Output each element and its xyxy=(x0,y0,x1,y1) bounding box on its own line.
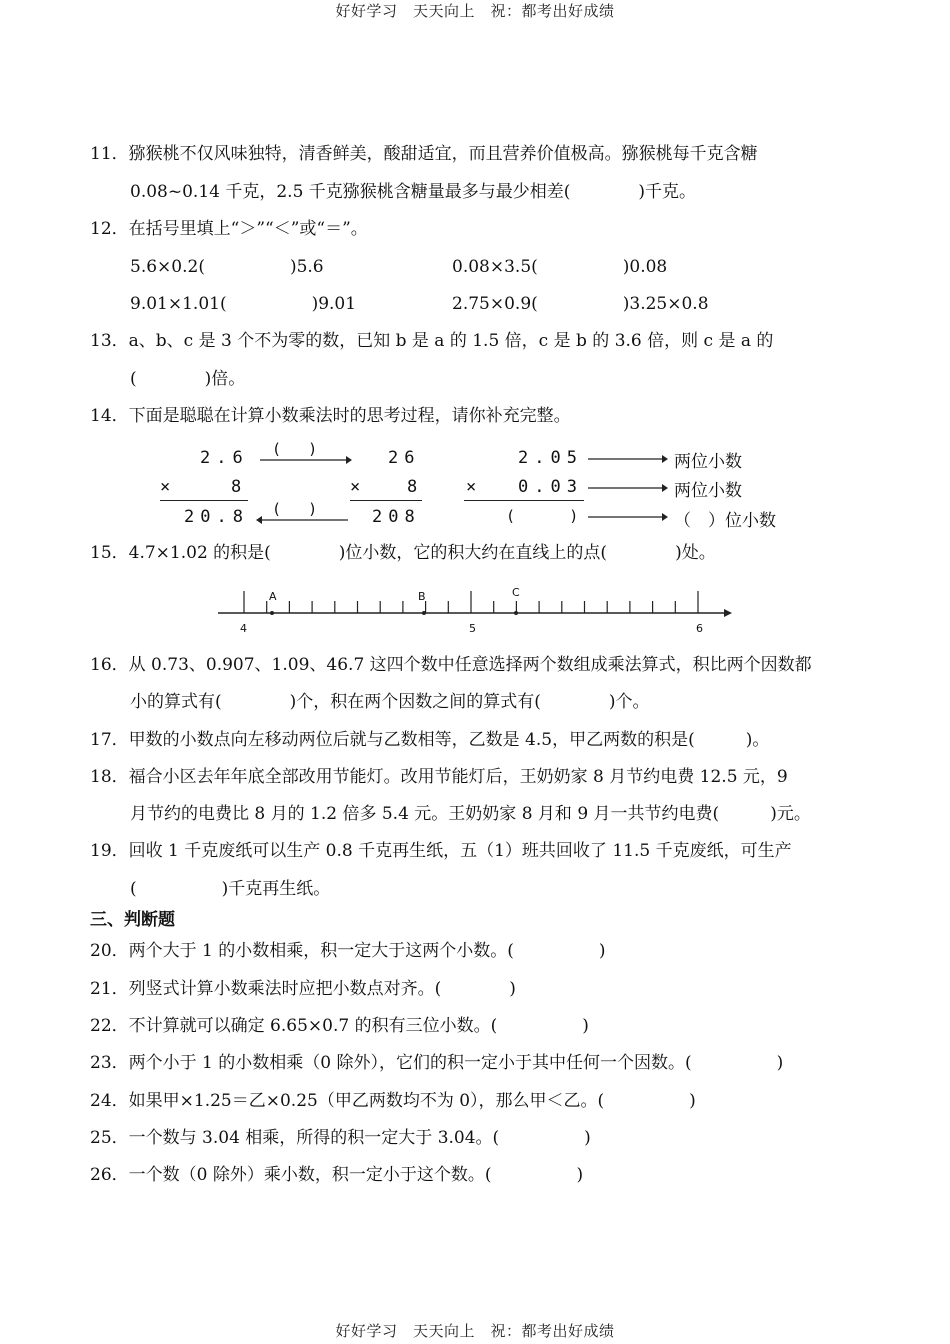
arrow-right-icon xyxy=(588,482,668,494)
q14-mid-rule xyxy=(350,500,422,501)
q14-left-b: 8 xyxy=(231,477,242,497)
q14-label3: （ ）位小数 xyxy=(674,511,776,531)
q20: 20．两个大于 1 的小数相乘，积一定大于这两个小数。( ) xyxy=(90,941,606,961)
point-a-label: A xyxy=(269,590,277,603)
q23: 23．两个小于 1 的小数相乘（0 除外），它们的积一定小于其中任何一个因数。( ) xyxy=(90,1053,784,1073)
q14-arrow-top-label: ( ) xyxy=(272,440,318,458)
q14-mid-b: 8 xyxy=(407,477,418,497)
arrow-right-icon xyxy=(588,453,668,465)
q11-line1: 11．猕猴桃不仅风味独特，清香鲜美，酸甜适宜，而且营养价值极高。猕猴桃每千克含糖 xyxy=(90,144,758,164)
q14-left-times: × xyxy=(160,477,171,497)
tick-label-5: 5 xyxy=(469,622,476,635)
arrow-right-icon xyxy=(588,511,668,523)
q24: 24．如果甲×1.25＝乙×0.25（甲乙两数均不为 0），那么甲＜乙。( ) xyxy=(90,1091,696,1111)
tick-label-6: 6 xyxy=(696,622,703,635)
point-b-label: B xyxy=(418,590,426,603)
page-footer: 好好学习 天天向上 祝：都考出好成绩 xyxy=(335,1322,615,1340)
q12-d: 2.75×0.9( )3.25×0.8 xyxy=(452,294,709,314)
q14-left-rule xyxy=(160,500,248,501)
arrow-left-icon xyxy=(256,514,348,526)
q11-line2: 0.08~0.14 千克，2.5 千克猕猴桃含糖量最多与最少相差( )千克。 xyxy=(130,182,697,202)
q19-line2: ( )千克再生纸。 xyxy=(130,879,331,899)
q14-label2: 两位小数 xyxy=(674,481,742,501)
point-c-dot xyxy=(514,611,518,615)
q12-c: 9.01×1.01( )9.01 xyxy=(130,294,357,314)
q12-b: 0.08×3.5( )0.08 xyxy=(452,257,668,277)
q26: 26．一个数（0 除外）乘小数，积一定小于这个数。( ) xyxy=(90,1165,584,1185)
q12-line1: 12．在括号里填上“＞”“＜”或“＝”。 xyxy=(90,219,368,239)
q14-right-b: 0.03 xyxy=(518,477,583,497)
q12-a: 5.6×0.2( )5.6 xyxy=(130,257,324,277)
q13-line2: ( )倍。 xyxy=(130,369,246,389)
q14-mid-product: 208 xyxy=(372,507,421,527)
arrow-right-icon xyxy=(260,454,352,466)
q18-line1: 18．福合小区去年年底全部改用节能灯。改用节能灯后，王奶奶家 8 月节约电费 12.5 元，9 xyxy=(90,767,788,787)
tick-label-4: 4 xyxy=(240,622,247,635)
page-header: 好好学习 天天向上 祝：都考出好成绩 xyxy=(335,2,615,20)
q14-mid-times: × xyxy=(350,477,361,497)
q14-line1: 14．下面是聪聪在计算小数乘法时的思考过程，请你补充完整。 xyxy=(90,406,571,426)
point-a-dot xyxy=(270,611,274,615)
q14-right-times: × xyxy=(466,477,477,497)
q22: 22．不计算就可以确定 6.65×0.7 的积有三位小数。( ) xyxy=(90,1016,589,1036)
q19-line1: 19．回收 1 千克废纸可以生产 0.8 千克再生纸，五（1）班共回收了 11.5 千克废纸，可生产 xyxy=(90,841,792,861)
section-3-title: 三、判断题 xyxy=(90,910,175,930)
q14-left-a: 2.6 xyxy=(200,448,249,468)
q14-arrow-bottom-label: ( ) xyxy=(272,500,318,518)
q14-mid-a: 26 xyxy=(388,448,421,468)
q17-line1: 17．甲数的小数点向左移动两位后就与乙数相等，乙数是 4.5，甲乙两数的积是( )。 xyxy=(90,730,770,750)
q21: 21．列竖式计算小数乘法时应把小数点对齐。( ) xyxy=(90,979,516,999)
q14-right-a: 2.05 xyxy=(518,448,583,468)
q14-right-rule xyxy=(464,500,584,501)
q16-line1: 16．从 0.73、0.907、1.09、46.7 这四个数中任意选择两个数组成乘法算式，积比两个因数都 xyxy=(90,655,812,675)
point-c-label: C xyxy=(512,586,520,599)
q14-label1: 两位小数 xyxy=(674,452,742,472)
q15-line1: 15．4.7×1.02 的积是( )位小数，它的积大约在直线上的点( )处。 xyxy=(90,543,716,563)
q14-right-product: ( ) xyxy=(506,507,579,525)
q13-line1: 13．a、b、c 是 3 个不为零的数，已知 b 是 a 的 1.5 倍，c 是 b 的 3.6 倍，则 c 是 a 的 xyxy=(90,331,774,351)
q25: 25．一个数与 3.04 相乘，所得的积一定大于 3.04。( ) xyxy=(90,1128,591,1148)
q16-line2: 小的算式有( )个，积在两个因数之间的算式有( )个。 xyxy=(130,692,650,712)
point-b-dot xyxy=(422,611,426,615)
q14-left-product: 20.8 xyxy=(184,507,249,527)
q18-line2: 月节约的电费比 8 月的 1.2 倍多 5.4 元。王奶奶家 8 月和 9 月一共节约电费( )元。 xyxy=(130,804,811,824)
